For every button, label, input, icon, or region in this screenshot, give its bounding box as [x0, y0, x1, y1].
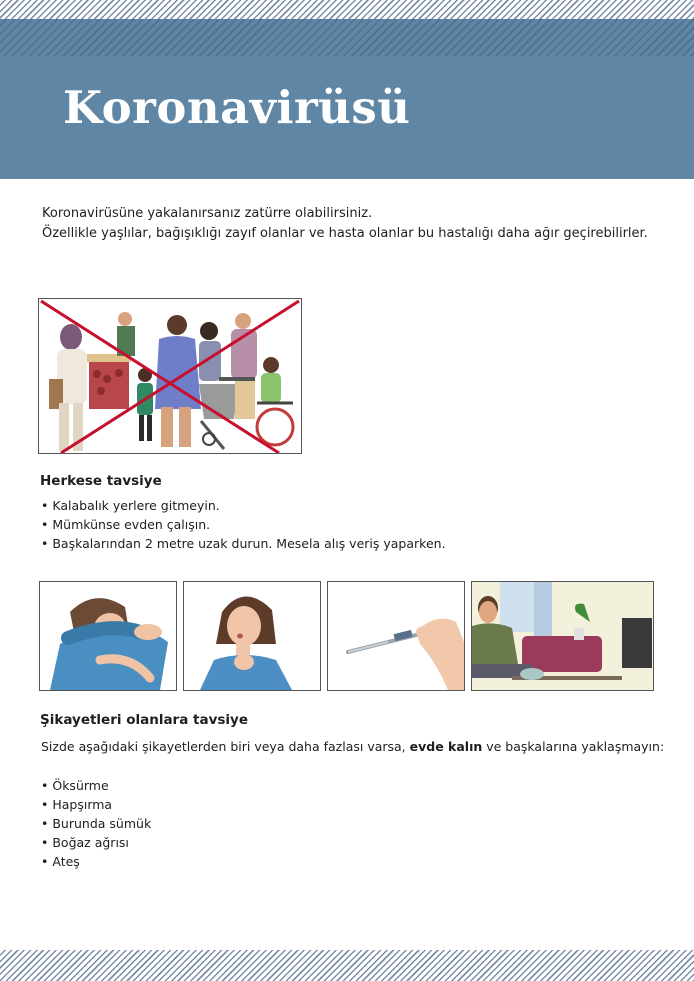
desc-stay-home-bold: evde kalın [409, 739, 483, 754]
stay-home-illustration [471, 581, 654, 691]
list-item: • Öksürme [41, 776, 151, 795]
general-advice-heading: Herkese tavsiye [40, 473, 162, 489]
list-item: • Burunda sümük [41, 814, 151, 833]
bottom-stripe-band [0, 950, 694, 981]
desc-text-before: Sizde aşağıdaki şikayetlerden biri veya daha fazlası varsa, [41, 739, 410, 754]
symptom-advice-description [41, 739, 664, 754]
list-item: • Mümkünse evden çalışın. [41, 515, 446, 534]
symptom-list [41, 776, 151, 871]
header-stripe [0, 19, 694, 56]
top-stripe-band [0, 0, 694, 19]
page-title: Koronavirüsü [63, 81, 411, 134]
list-item: • Boğaz ağrısı [41, 833, 151, 852]
list-item: • Hapşırma [41, 795, 151, 814]
general-advice-list [41, 496, 446, 553]
intro-line-1: Koronavirüsüne yakalanırsanız zatürre olabilirsiniz. [42, 206, 373, 221]
crowd-illustration [38, 298, 302, 454]
sore-throat-illustration [183, 581, 321, 691]
cough-illustration [39, 581, 177, 691]
thermometer-illustration [327, 581, 465, 691]
list-item: • Kalabalık yerlere gitmeyin. [41, 496, 446, 515]
list-item: • Başkalarından 2 metre uzak durun. Mesela alış veriş yaparken. [41, 534, 446, 553]
list-item: • Ateş [41, 852, 151, 871]
intro-text [42, 204, 648, 244]
symptom-advice-heading: Şikayetleri olanlara tavsiye [40, 712, 249, 728]
intro-line-2: Özellikle yaşlılar, bağışıklığı zayıf olanlar ve hasta olanlar bu hastalığı daha ağır geçirebilirler. [42, 226, 648, 241]
page-header [0, 19, 694, 179]
desc-text-after: ve başkalarına yaklaşmayın: [482, 739, 665, 754]
